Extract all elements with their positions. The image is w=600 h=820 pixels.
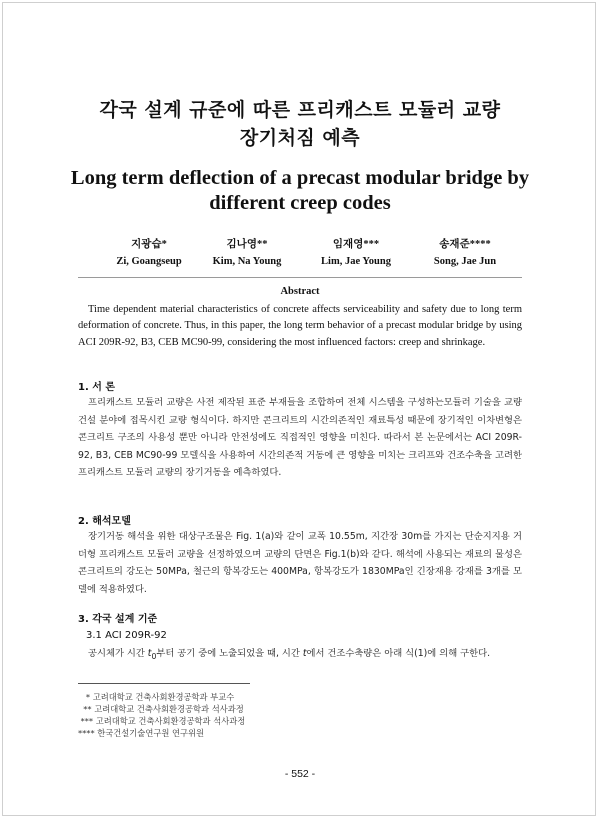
section-heading-analysis-model: 2. 해석모델 [78,516,131,527]
korean-title-line-1: 각국 설계 규준에 따른 프리캐스트 모듈러 교량 [99,99,501,121]
author-name-ko: 김나영** [226,239,268,250]
text-fragment: 공시체가 시간 [88,648,148,659]
variable-t: t [147,648,152,659]
author-name-ko: 임재영*** [332,239,380,250]
subscript-zero: 0 [151,651,157,661]
section-heading-introduction: 1. 서 론 [78,382,116,393]
header-divider [78,277,522,278]
page-number: - 552 - [284,768,316,780]
abstract-body: Time dependent material characteristics of concrete affects serviceability and safety due to long term deformation of concrete. Thus, in this paper, the long term behavior of a precast modular bridge by using ACI 209R-92, B3, CEB MC90-99, considering the most influenced factors: creep and shrinkage. [78,304,522,348]
section-body-introduction: 프리캐스트 모듈러 교량은 사전 제작된 표준 부재들을 조합하여 전체 시스템을 구성하는모듈러 기술을 교량 건설 분야에 접목시킨 교량 형식이다. 하지만 콘크리트의 시간의존적인 재료특성 때문에 장기적인 이차변형은 콘크리트 구조의 사용성 뿐만 아니라 안전성에도 직접적인 영향을 미친다. 따라서 본 논문에서는 ACI 209R-92, B3, CEB MC90-99 모델식을 사용하여 시간의존적 거동에 큰 영향을 미치는 크리프와 건조수축을 고려한 프리캐스트 모듈러 교량의 장기거동을 예측하였다. [78,397,522,479]
footnote-3: *** 고려대학교 건축사회환경공학과 석사과정 [78,716,246,726]
footnote-divider [78,683,250,684]
author-name-ko: 송재준**** [439,239,491,250]
section-heading-design-codes: 3. 각국 설계 기준 [78,614,158,625]
author-name-ko: 지광습* [131,239,167,250]
text-fragment: 에서 건조수축량은 아래 식(1)에 의해 구한다. [306,648,491,659]
section-body-aci [78,645,522,665]
author-name-en: Song, Jae Jun [433,256,497,267]
korean-title-line-2: 장기처짐 예측 [239,127,361,149]
variable-t: t [302,648,307,659]
footnote-4: **** 한국건설기술연구원 연구위원 [78,728,205,738]
english-title-line-2: different creep codes [209,192,391,214]
author-name-en: Lim, Jae Young [321,256,391,267]
section-body-analysis-model: 장기거동 해석을 위한 대상구조물은 Fig. 1(a)와 같이 교폭 10.55m, 지간장 30m를 가지는 단순지지용 거더형 프리캐스트 모듈러 교량을 선정하였으며 교량의 단면은 Fig.1(b)와 같다. 해석에 사용되는 재료의 물성은 콘크리트의 강도는 50MPa, 철근의 항복강도는 400MPa, 항복강도가 1830MPa인 긴장재용 강재를 3개를 모델에 적용하였다. [78,531,522,595]
text-fragment: 부터 공기 중에 노출되었을 때, 시간 [156,648,303,659]
english-title-line-1: Long term deflection of a precast modular bridge by [70,167,530,189]
author-name-en: Zi, Goangseup [116,256,182,267]
footnote-2: ** 고려대학교 건축사회환경공학과 석사과정 [78,704,244,714]
author-4 [400,236,530,270]
author-name-en: Kim, Na Young [212,256,282,267]
subsection-heading-aci: 3.1 ACI 209R-92 [86,630,167,641]
abstract-heading: Abstract [280,286,320,297]
footnote-1: * 고려대학교 건축사회환경공학과 부교수 [78,692,235,702]
